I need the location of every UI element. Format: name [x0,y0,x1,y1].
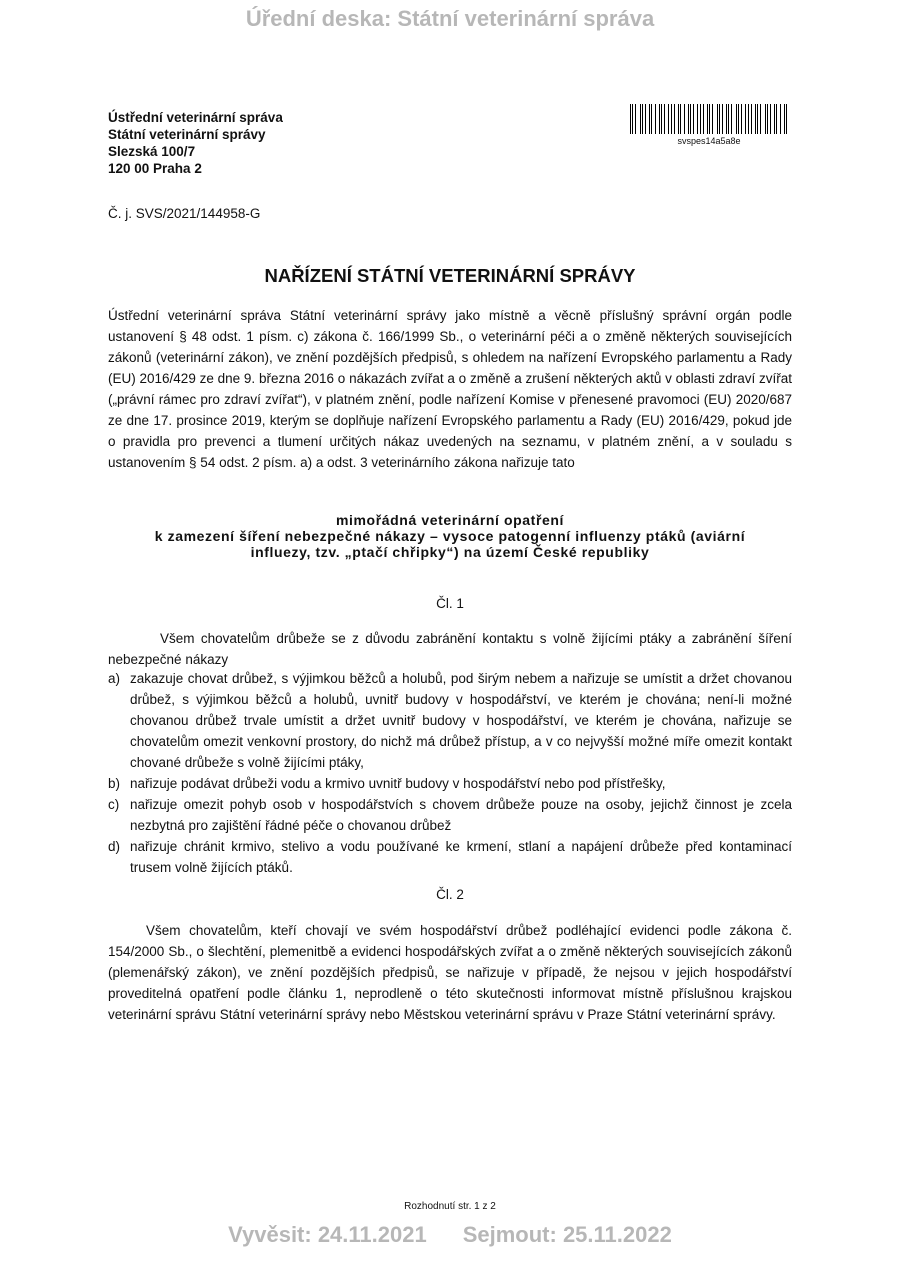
page-number: Rozhodnutí str. 1 z 2 [404,1201,496,1212]
sender-address [108,109,283,177]
list-item [108,773,792,794]
sender-line-4: 120 00 Praha 2 [108,161,202,176]
removal-date: Sejmout: 25.11.2022 [462,1222,672,1247]
measures-heading [0,512,900,560]
barcode-bars [630,104,788,134]
article-2-heading: Čl. 2 [436,887,464,902]
article-1-list [108,668,792,878]
article-2-paragraph [108,920,792,1025]
list-item-text: zakazuje chovat drůbež, s výjimkou běžců a holubů, pod širým nebem a nařizuje se umístit a držet chovanou drůbež, s výjimkou běžců a holubů, uvnitř budovy v hospodářství, ve kterém je chována; není-li možné chovanou drůbež trvale umístit a držet uvnitř budovy v hospodářství, ve kterém je chována, nařizuje se chovatelům omezit venkovní prostory, do nichž má drůbež přístup, a v co nejvyšší možné míře omezit kontakt chované drůbeže s volně žijícími ptáky, [130,671,792,770]
document-title: NAŘÍZENÍ STÁTNÍ VETERINÁRNÍ SPRÁVY [264,265,636,286]
official-board-banner: Úřední deska: Státní veterinární správa [245,6,655,31]
measures-line-3: influezy, tzv. „ptačí chřipky“) na území České republiky [250,544,650,560]
list-item [108,836,792,878]
list-item-marker: b) [108,776,121,791]
article-2-text: Všem chovatelům, kteří chovají ve svém hospodářství drůbež podléhající evidenci podle zákona č. 154/2000 Sb., o šlechtění, plemenitbě a evidenci hospodářských zvířat a o změně některých souvisejících zákonů (plemenářský zákon), ve znění pozdějších předpisů, se nařizuje v případě, že nejsou v jejich hospodářství proveditelná opatření podle článku 1, neprodleně o této skutečnosti informovat místně příslušnou krajskou veterinární správu Státní veterinární správy nebo Městskou veterinární správu v Praze Státní veterinární správy. [108,923,792,1022]
list-item [108,794,792,836]
article-1-lead-text: Všem chovatelům drůbeže se z důvodu zabránění kontaktu s volně žijícími ptáky a zabránění šíření nebezpečné nákazy [108,631,792,667]
list-item-marker: d) [108,839,121,854]
document-barcode [630,104,788,146]
intro-paragraph: Ústřední veterinární správa Státní veterinární správy jako místně a věcně příslušný správní orgán podle ustanovení § 48 odst. 1 písm. c) zákona č. 166/1999 Sb., o veterinární péči a o změně některých souvisejících zákonů (veterinární zákon), ve znění pozdějších předpisů, s ohledem na nařízení Evropského parlamentu a Rady (EU) 2016/429 ze dne 9. března 2016 o nákazách zvířat a o změně a zrušení některých aktů v oblasti zdraví zvířat („právní rámec pro zdraví zvířat“), v platném znění, podle nařízení Komise v přenesené pravomoci (EU) 2020/687 ze dne 17. prosince 2019, kterým se doplňuje nařízení Evropského parlamentu a Rady (EU) 2016/429, pokud jde o pravidla pro prevenci a tlumení určitých nákaz uvedených na seznamu, v platném znění, a v souladu s ustanovením § 54 odst. 2 písm. a) a odst. 3 veterinárního zákona nařizuje tato [108,308,792,470]
list-item-marker: c) [108,797,120,812]
barcode-code: svspes14a5a8e [677,136,741,146]
list-item-text: nařizuje chránit krmivo, stelivo a vodu používané ke krmení, stlaní a napájení drůbeže před kontaminací trusem volně žijících ptáků. [130,839,792,875]
list-item-text: nařizuje omezit pohyb osob v hospodářstvích s chovem drůbeže pouze na osoby, jejichž činnost je zcela nezbytná pro zajištění řádné péče o chovanou drůbež [130,797,792,833]
article-1-lead [108,628,792,670]
posted-date: Vyvěsit: 24.11.2021 [228,1222,427,1247]
measures-line-1: mimořádná veterinární opatření [335,512,565,528]
list-item [108,668,792,773]
reference-number: Č. j. SVS/2021/144958-G [108,206,261,221]
measures-line-2: k zamezení šíření nebezpečné nákazy – vysoce patogenní influenzy ptáků (aviární [154,528,746,544]
list-item-marker: a) [108,671,121,686]
article-1-heading: Čl. 1 [436,596,464,611]
posting-dates-banner [0,1222,900,1248]
sender-line-1: Ústřední veterinární správa [108,110,283,125]
list-item-text: nařizuje podávat drůbeži vodu a krmivo uvnitř budovy v hospodářství nebo pod přístřešky, [130,776,666,791]
sender-line-2: Státní veterinární správy [108,127,266,142]
sender-line-3: Slezská 100/7 [108,144,196,159]
